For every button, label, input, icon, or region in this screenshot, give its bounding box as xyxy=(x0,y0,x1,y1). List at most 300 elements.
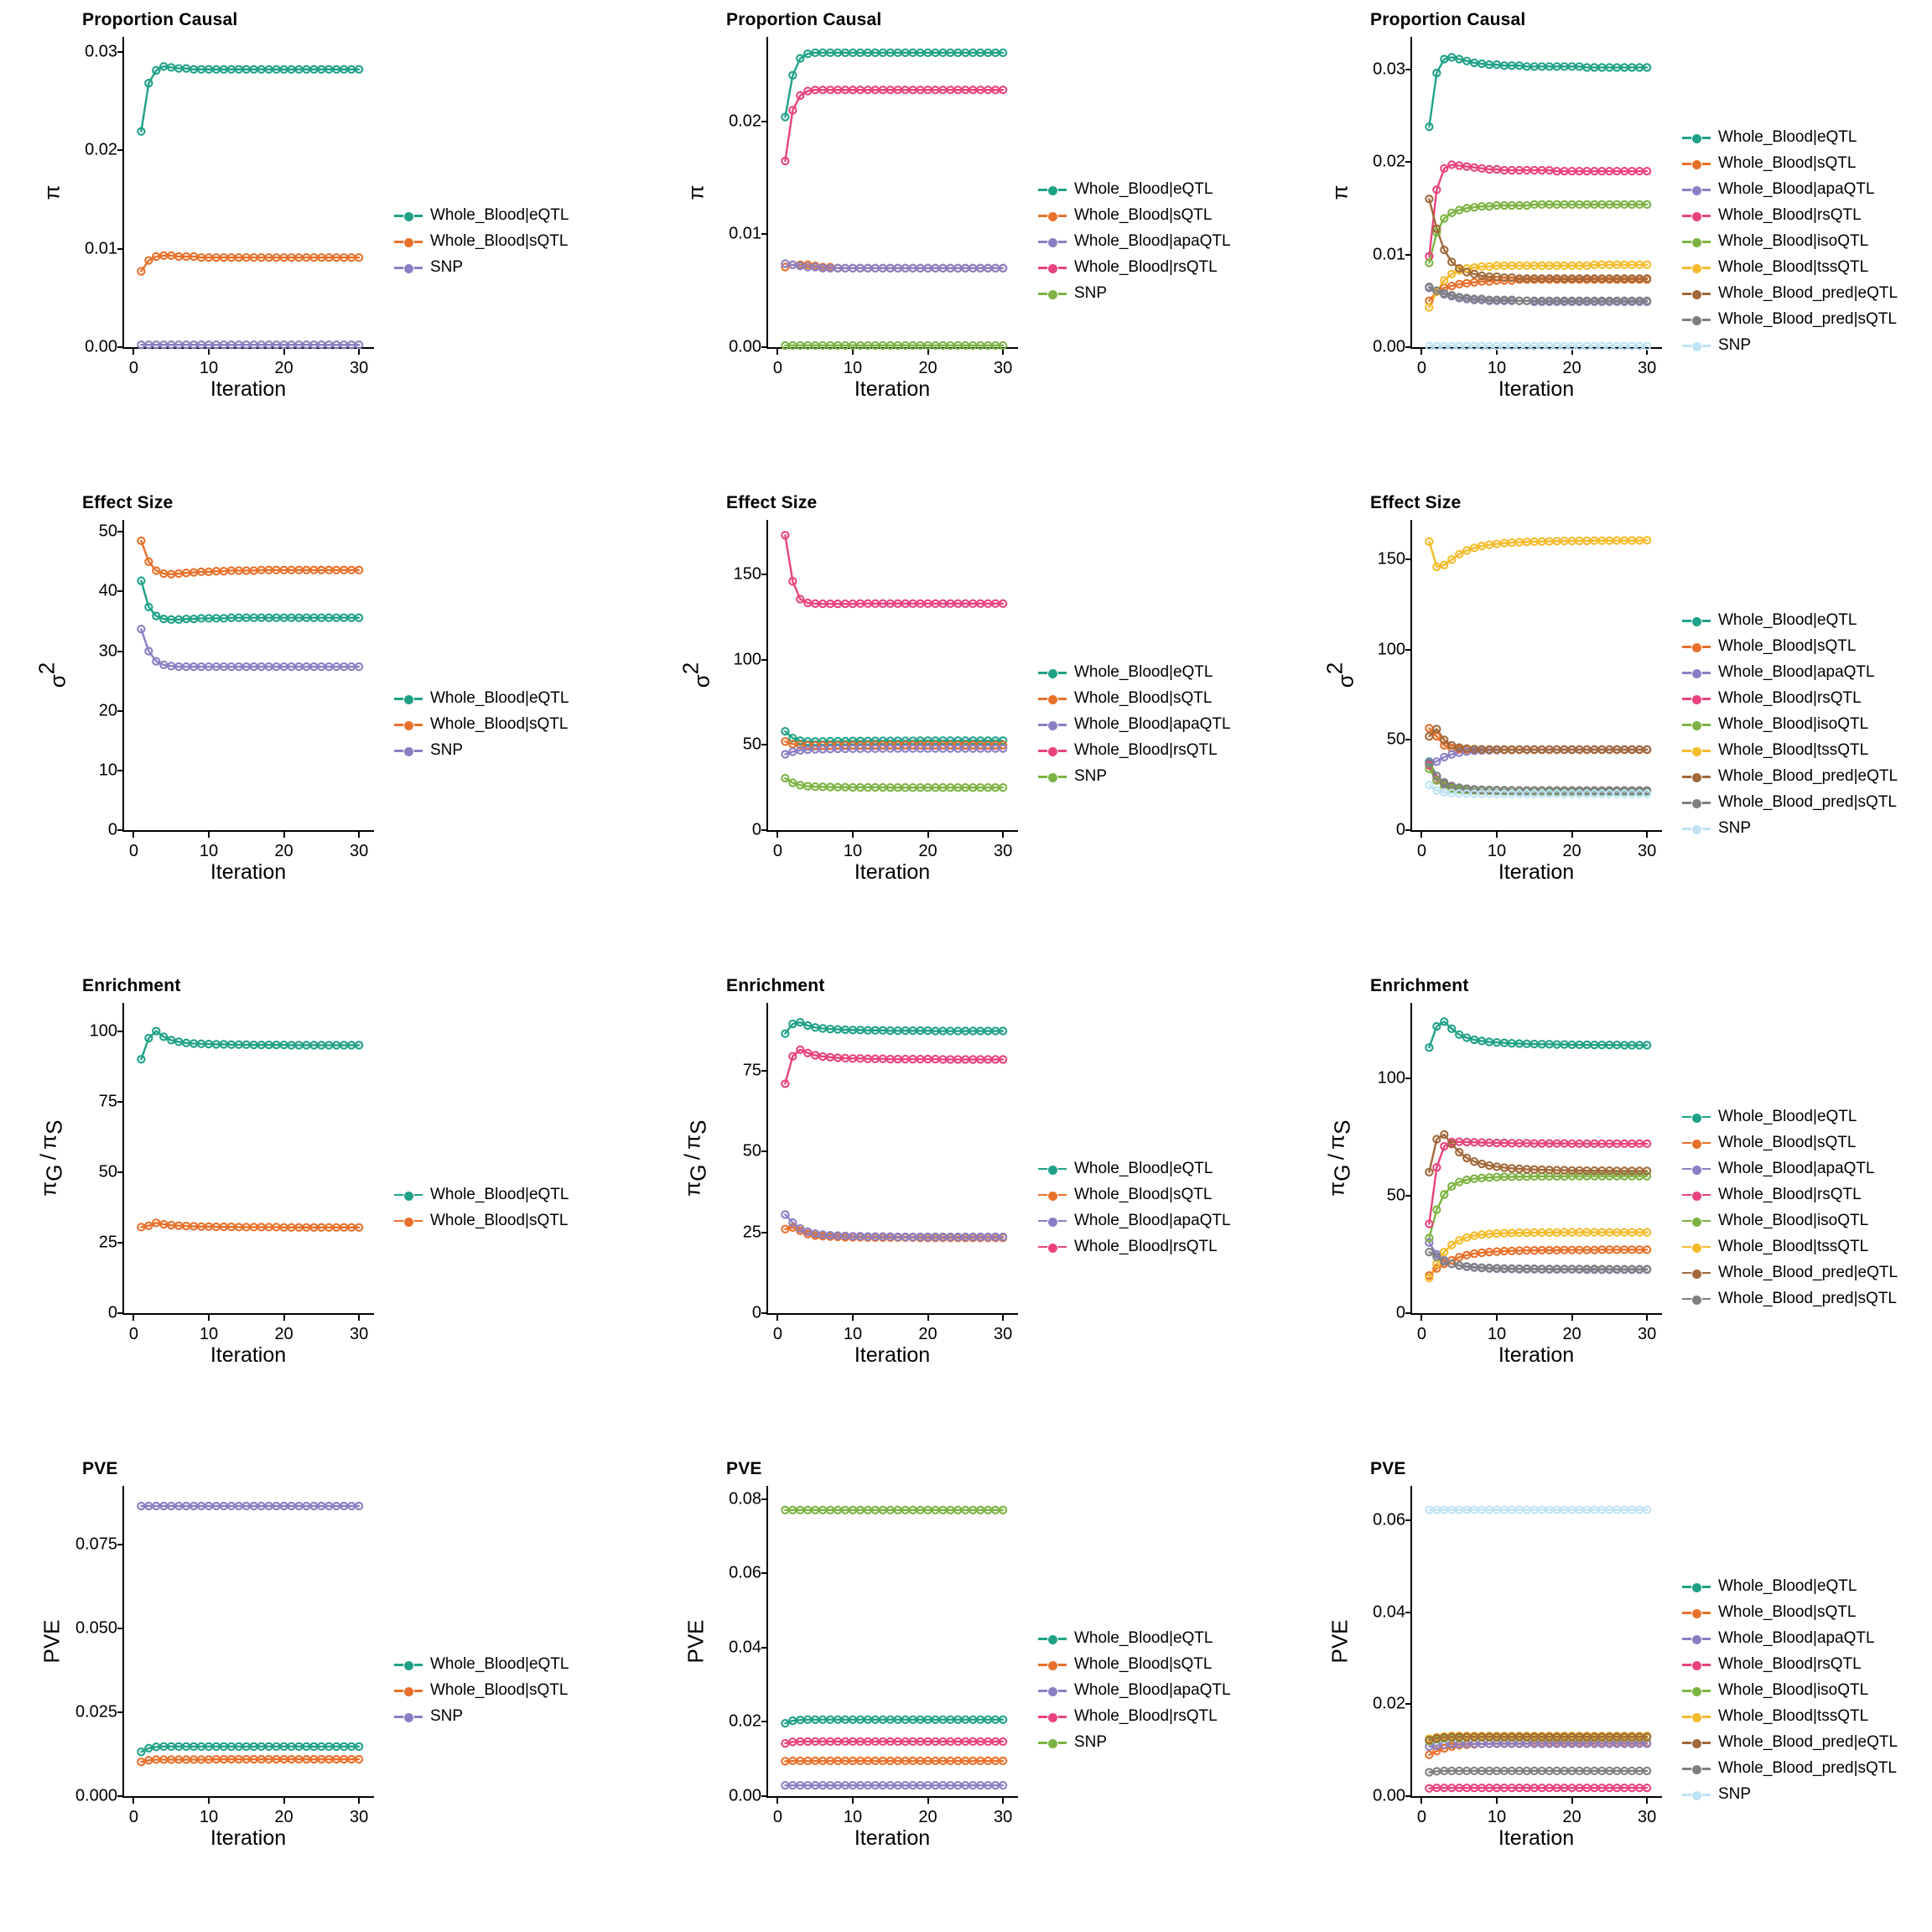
legend-label: Whole_Blood|sQTL xyxy=(1718,1603,1857,1621)
y-tick-label: 0.03 xyxy=(85,42,117,61)
y-tick-label: 0.03 xyxy=(1373,60,1405,79)
legend-symbol xyxy=(1682,640,1711,653)
legend-label: SNP xyxy=(1074,1733,1108,1751)
legend-symbol xyxy=(1682,1710,1711,1723)
legend-item[interactable] xyxy=(1682,715,1898,734)
y-axis-label: πG / πS xyxy=(1323,1119,1356,1197)
y-tick-label: 100 xyxy=(89,1021,117,1041)
x-tick-label: 0 xyxy=(128,1325,138,1343)
x-tick-label: 30 xyxy=(349,1325,369,1343)
legend-label: Whole_Blood|eQTL xyxy=(1074,1159,1213,1177)
legend-label: Whole_Blood_pred|sQTL xyxy=(1718,310,1897,328)
legend-label: Whole_Blood|sQTL xyxy=(430,715,569,733)
legend-item[interactable] xyxy=(394,715,569,734)
legend xyxy=(1679,611,1898,838)
legend-item[interactable] xyxy=(1682,1134,1898,1152)
legend-label: Whole_Blood|apaQTL xyxy=(1718,180,1875,198)
x-axis-label: Iteration xyxy=(854,377,931,401)
legend-symbol xyxy=(394,692,423,705)
legend-label: Whole_Blood|apaQTL xyxy=(1718,1159,1875,1177)
x-tick-label: 20 xyxy=(918,359,937,377)
legend-item[interactable] xyxy=(1682,128,1898,147)
legend-label: Whole_Blood|eQTL xyxy=(1074,180,1213,198)
plot-area xyxy=(674,491,1035,927)
legend-symbol xyxy=(1682,1136,1711,1150)
plot-lines xyxy=(674,1457,1035,1813)
legend-item[interactable] xyxy=(1038,1160,1231,1178)
plot-title: Enrichment xyxy=(726,976,825,995)
legend-item[interactable] xyxy=(1682,1577,1898,1596)
legend-label: Whole_Blood_pred|eQTL xyxy=(1718,284,1898,302)
legend-symbol xyxy=(1038,261,1067,274)
y-tick-label: 75 xyxy=(98,1092,117,1111)
legend-item[interactable] xyxy=(1682,741,1898,760)
chart-cell-r3c1 xyxy=(0,966,644,1449)
x-tick-label: 30 xyxy=(1637,1325,1657,1343)
legend-label: Whole_Blood|rsQTL xyxy=(1074,1237,1218,1255)
legend-symbol xyxy=(1038,209,1067,222)
legend-item[interactable] xyxy=(1682,1238,1898,1256)
plot-title: PVE xyxy=(82,1459,118,1478)
legend-symbol xyxy=(1682,1606,1711,1619)
y-tick-label: 50 xyxy=(1386,730,1405,749)
x-tick-label: 20 xyxy=(918,1325,937,1343)
legend-item[interactable] xyxy=(1682,154,1898,173)
y-tick-label: 0.025 xyxy=(75,1702,117,1722)
legend-label: Whole_Blood_pred|sQTL xyxy=(1718,793,1897,811)
x-tick-label: 20 xyxy=(274,1325,293,1343)
chart-cell-r1c2 xyxy=(644,0,1288,483)
legend-symbol xyxy=(1682,157,1711,170)
x-tick-label: 0 xyxy=(772,1325,782,1343)
chart-cell-r1c1 xyxy=(0,0,644,483)
plot-lines xyxy=(1318,8,1679,364)
legend-symbol xyxy=(1682,1788,1711,1801)
legend-label: Whole_Blood|isoQTL xyxy=(1718,715,1869,733)
plot-area xyxy=(30,974,391,1410)
x-tick-label: 0 xyxy=(1416,842,1426,860)
legend-item[interactable] xyxy=(1682,180,1898,199)
x-tick-label: 30 xyxy=(1637,842,1657,860)
x-tick-label: 10 xyxy=(1487,359,1507,377)
plot-area xyxy=(1318,1457,1679,1893)
legend-symbol xyxy=(1682,1292,1711,1306)
y-tick-label: 0.06 xyxy=(729,1563,761,1582)
legend-item[interactable] xyxy=(1682,663,1898,682)
y-axis-label: PVE xyxy=(1327,1618,1353,1664)
legend-symbol xyxy=(1682,1162,1711,1176)
legend-symbol xyxy=(1682,131,1711,144)
x-tick-label: 0 xyxy=(1416,359,1426,377)
x-tick-label: 10 xyxy=(843,359,863,377)
legend-label: Whole_Blood|sQTL xyxy=(430,1681,569,1699)
legend-label: SNP xyxy=(1074,284,1108,302)
legend-item[interactable] xyxy=(1682,1290,1898,1308)
legend-item[interactable] xyxy=(1682,819,1898,838)
x-tick-label: 20 xyxy=(1562,1808,1581,1826)
legend-item[interactable] xyxy=(1682,1186,1898,1204)
legend-symbol xyxy=(1682,718,1711,731)
legend-item[interactable] xyxy=(1682,1655,1898,1674)
legend-item[interactable] xyxy=(1038,1707,1231,1726)
legend-label: Whole_Blood_pred|sQTL xyxy=(1718,1289,1897,1307)
legend-label: Whole_Blood|tssQTL xyxy=(1718,1237,1869,1255)
y-tick-label: 40 xyxy=(98,581,117,600)
legend-item[interactable] xyxy=(1038,715,1231,734)
legend-symbol xyxy=(1682,692,1711,705)
legend-symbol xyxy=(1038,287,1067,300)
legend-symbol xyxy=(1682,209,1711,222)
y-tick-label: 100 xyxy=(733,650,761,669)
legend-item[interactable] xyxy=(1682,310,1898,329)
legend-item[interactable] xyxy=(394,258,569,277)
y-tick-label: 0.00 xyxy=(1373,1786,1405,1805)
legend-symbol xyxy=(394,1188,423,1202)
x-tick-label: 30 xyxy=(349,1808,369,1826)
legend-label: Whole_Blood|rsQTL xyxy=(1074,258,1218,276)
legend-symbol xyxy=(1038,770,1067,783)
x-axis-label: Iteration xyxy=(854,1826,931,1850)
legend-label: SNP xyxy=(430,258,464,276)
x-tick-label: 10 xyxy=(1487,842,1507,860)
chart-cell-r3c2 xyxy=(644,966,1288,1449)
legend-symbol xyxy=(394,1658,423,1671)
legend-symbol xyxy=(1682,1110,1711,1124)
plot-title: Effect Size xyxy=(82,493,174,512)
x-axis-label: Iteration xyxy=(854,860,931,884)
legend-symbol xyxy=(1682,287,1711,300)
legend-label: Whole_Blood|apaQTL xyxy=(1074,715,1231,733)
legend-item[interactable] xyxy=(1682,1733,1898,1752)
legend-label: Whole_Blood|sQTL xyxy=(1074,689,1213,707)
x-tick-label: 20 xyxy=(274,842,293,860)
legend-item[interactable] xyxy=(1682,611,1898,630)
plot-lines xyxy=(30,974,391,1330)
legend-symbol xyxy=(1682,614,1711,627)
legend-item[interactable] xyxy=(1682,793,1898,812)
legend-symbol xyxy=(1682,313,1711,326)
legend-label: Whole_Blood|tssQTL xyxy=(1718,258,1869,276)
legend-label: SNP xyxy=(1718,336,1752,354)
legend-item[interactable] xyxy=(1038,767,1231,786)
plot-lines xyxy=(30,491,391,847)
legend-item[interactable] xyxy=(1038,206,1231,225)
legend-label: Whole_Blood|isoQTL xyxy=(1718,232,1869,250)
legend-item[interactable] xyxy=(1682,1785,1898,1804)
legend-item[interactable] xyxy=(1038,1212,1231,1230)
legend-symbol xyxy=(1682,1632,1711,1645)
legend-label: Whole_Blood_pred|eQTL xyxy=(1718,1263,1898,1281)
legend-item[interactable] xyxy=(1682,1264,1898,1282)
plot-lines xyxy=(30,8,391,364)
legend-symbol xyxy=(1038,1188,1067,1202)
legend-symbol xyxy=(1038,744,1067,757)
y-tick-label: 0.050 xyxy=(75,1618,117,1638)
legend-label: Whole_Blood|apaQTL xyxy=(1074,1211,1231,1229)
x-tick-label: 0 xyxy=(772,1808,782,1826)
legend-symbol xyxy=(1038,1658,1067,1671)
y-axis-label: π xyxy=(39,184,65,200)
legend-item[interactable] xyxy=(394,1212,569,1230)
legend-label: Whole_Blood|rsQTL xyxy=(1074,1707,1218,1725)
legend-item[interactable] xyxy=(394,689,569,708)
x-axis-label: Iteration xyxy=(1498,1343,1575,1367)
legend-label: Whole_Blood|rsQTL xyxy=(1074,741,1218,759)
plot-lines xyxy=(674,491,1035,847)
legend xyxy=(391,1655,569,1726)
legend-symbol xyxy=(394,1214,423,1228)
x-tick-label: 20 xyxy=(274,1808,293,1826)
legend-label: Whole_Blood|eQTL xyxy=(1074,1629,1213,1647)
x-tick-label: 10 xyxy=(843,842,863,860)
legend-item[interactable] xyxy=(1038,1681,1231,1700)
legend-item[interactable] xyxy=(1682,689,1898,708)
legend-item[interactable] xyxy=(1038,258,1231,277)
legend-item[interactable] xyxy=(394,206,569,225)
y-tick-label: 0.02 xyxy=(1373,152,1405,171)
legend-label: SNP xyxy=(1074,767,1108,785)
legend-symbol xyxy=(1682,183,1711,196)
y-tick-label: 0 xyxy=(751,820,761,839)
legend-symbol xyxy=(1682,1214,1711,1228)
chart-cell-r4c1 xyxy=(0,1449,644,1932)
legend-symbol xyxy=(394,235,423,248)
x-tick-label: 0 xyxy=(1416,1325,1426,1343)
plot-area xyxy=(674,1457,1035,1893)
x-tick-label: 0 xyxy=(772,842,782,860)
y-tick-label: 0.075 xyxy=(75,1535,117,1554)
y-tick-label: 0.00 xyxy=(1373,337,1405,356)
legend-item[interactable] xyxy=(1682,767,1898,786)
plot-lines xyxy=(1318,491,1679,847)
legend-symbol xyxy=(394,209,423,222)
legend-symbol xyxy=(1038,1632,1067,1645)
legend-label: Whole_Blood|sQTL xyxy=(1074,1185,1213,1203)
y-tick-label: 150 xyxy=(733,564,761,584)
x-axis-label: Iteration xyxy=(210,1826,287,1850)
y-tick-label: 50 xyxy=(742,735,761,754)
legend-label: Whole_Blood|sQTL xyxy=(1718,154,1857,172)
legend-symbol xyxy=(1038,718,1067,731)
x-axis-label: Iteration xyxy=(210,1343,287,1367)
y-tick-label: 150 xyxy=(1377,549,1405,569)
legend-item[interactable] xyxy=(394,1707,569,1726)
legend-label: Whole_Blood|apaQTL xyxy=(1718,1629,1875,1647)
legend-item[interactable] xyxy=(1682,1160,1898,1178)
chart-cell-r2c3 xyxy=(1288,483,1932,966)
y-axis-label: PVE xyxy=(39,1618,65,1664)
legend-symbol xyxy=(394,718,423,731)
legend-item[interactable] xyxy=(1682,1759,1898,1778)
legend-symbol xyxy=(1038,1684,1067,1697)
legend-label: Whole_Blood|eQTL xyxy=(1718,1577,1857,1595)
x-tick-label: 30 xyxy=(993,1325,1013,1343)
x-tick-label: 10 xyxy=(1487,1325,1507,1343)
plot-lines xyxy=(30,1457,391,1813)
legend-symbol xyxy=(1038,1240,1067,1254)
y-tick-label: 0 xyxy=(1395,1303,1405,1322)
y-axis-label: π xyxy=(683,184,709,200)
plot-area xyxy=(674,8,1035,444)
y-tick-label: 0.04 xyxy=(1373,1602,1405,1622)
legend-item[interactable] xyxy=(1682,232,1898,251)
x-tick-label: 30 xyxy=(1637,359,1657,377)
y-tick-label: 0.02 xyxy=(1373,1694,1405,1713)
chart-cell-r2c2 xyxy=(644,483,1288,966)
legend-label: Whole_Blood|rsQTL xyxy=(1718,1655,1862,1673)
legend-symbol xyxy=(1682,339,1711,352)
legend-label: SNP xyxy=(1718,819,1752,837)
legend-item[interactable] xyxy=(1038,663,1231,682)
legend-item[interactable] xyxy=(1682,258,1898,277)
legend-label: Whole_Blood|sQTL xyxy=(1718,637,1857,655)
x-axis-label: Iteration xyxy=(1498,1826,1575,1850)
legend-item[interactable] xyxy=(1682,1681,1898,1700)
legend-label: Whole_Blood|eQTL xyxy=(430,1655,569,1673)
chart-cell-r2c1 xyxy=(0,483,644,966)
legend-item[interactable] xyxy=(1682,206,1898,225)
legend-item[interactable] xyxy=(1682,637,1898,656)
legend-label: Whole_Blood|eQTL xyxy=(1718,128,1857,146)
y-tick-label: 0 xyxy=(751,1303,761,1322)
legend-item[interactable] xyxy=(1038,284,1231,303)
y-tick-label: 0.02 xyxy=(729,1711,761,1731)
legend-item[interactable] xyxy=(1038,180,1231,199)
legend-item[interactable] xyxy=(1682,1707,1898,1726)
legend xyxy=(1679,128,1898,355)
legend-symbol xyxy=(1038,1214,1067,1228)
y-tick-label: 0.06 xyxy=(1373,1510,1405,1530)
legend-item[interactable] xyxy=(1038,1733,1231,1752)
plot-title: PVE xyxy=(726,1459,762,1478)
plot-area xyxy=(30,491,391,927)
y-tick-label: 25 xyxy=(742,1223,761,1242)
legend-item[interactable] xyxy=(394,232,569,251)
y-tick-label: 50 xyxy=(98,522,117,541)
legend-label: Whole_Blood|sQTL xyxy=(1074,206,1213,224)
x-axis-label: Iteration xyxy=(1498,860,1575,884)
legend-item[interactable] xyxy=(394,1681,569,1700)
x-tick-label: 30 xyxy=(993,1808,1013,1826)
x-axis-label: Iteration xyxy=(1498,377,1575,401)
x-axis-label: Iteration xyxy=(210,377,287,401)
y-axis-label: π xyxy=(1327,184,1353,200)
plot-lines xyxy=(1318,974,1679,1330)
legend-label: Whole_Blood|sQTL xyxy=(430,232,569,250)
y-tick-label: 0.02 xyxy=(729,112,761,131)
legend-item[interactable] xyxy=(1038,1238,1231,1256)
y-axis-label: σ2 xyxy=(677,662,714,688)
x-tick-label: 0 xyxy=(1416,1808,1426,1826)
legend-label: Whole_Blood|apaQTL xyxy=(1718,663,1875,681)
legend-symbol xyxy=(1682,1266,1711,1280)
legend-symbol xyxy=(1038,1736,1067,1749)
legend-item[interactable] xyxy=(394,1655,569,1674)
legend xyxy=(391,689,569,760)
legend-label: Whole_Blood|isoQTL xyxy=(1718,1211,1869,1229)
plot-lines xyxy=(1318,1457,1679,1813)
legend-label: Whole_Blood|eQTL xyxy=(430,206,569,224)
plot-title: Effect Size xyxy=(1370,493,1462,512)
legend-item[interactable] xyxy=(1682,1629,1898,1648)
legend-item[interactable] xyxy=(1038,1186,1231,1204)
legend-label: Whole_Blood_pred|eQTL xyxy=(1718,767,1898,785)
plot-title: Proportion Causal xyxy=(1370,10,1526,29)
legend xyxy=(391,1186,569,1230)
legend-item[interactable] xyxy=(1682,336,1898,355)
y-axis-label: πG / πS xyxy=(679,1119,712,1197)
legend-label: Whole_Blood|apaQTL xyxy=(1074,232,1231,250)
y-axis-label: PVE xyxy=(683,1618,709,1664)
y-tick-label: 0.00 xyxy=(729,337,761,356)
plot-area xyxy=(30,8,391,444)
y-tick-label: 0.02 xyxy=(85,140,117,159)
plot-area xyxy=(1318,8,1679,444)
y-tick-label: 0.000 xyxy=(75,1786,117,1805)
legend-label: Whole_Blood|rsQTL xyxy=(1718,206,1862,224)
y-tick-label: 10 xyxy=(98,761,117,780)
x-tick-label: 20 xyxy=(918,1808,937,1826)
legend-symbol xyxy=(394,1684,423,1697)
legend-item[interactable] xyxy=(1038,689,1231,708)
legend-label: SNP xyxy=(430,741,464,759)
legend-label: Whole_Blood|sQTL xyxy=(1718,1133,1857,1151)
plot-area xyxy=(1318,491,1679,927)
legend xyxy=(1035,180,1231,303)
legend-item[interactable] xyxy=(1038,741,1231,760)
y-tick-label: 25 xyxy=(98,1233,117,1252)
legend xyxy=(1679,1577,1898,1804)
legend-item[interactable] xyxy=(1038,1655,1231,1674)
legend xyxy=(1679,1108,1898,1308)
legend-label: SNP xyxy=(1718,1785,1752,1803)
legend-symbol xyxy=(1682,1762,1711,1775)
legend-symbol xyxy=(1038,183,1067,196)
x-tick-label: 10 xyxy=(843,1325,863,1343)
legend-symbol xyxy=(1038,1162,1067,1176)
x-tick-label: 20 xyxy=(1562,359,1581,377)
y-tick-label: 0.00 xyxy=(729,1786,761,1805)
legend-label: Whole_Blood|tssQTL xyxy=(1718,741,1869,759)
legend-item[interactable] xyxy=(394,1186,569,1204)
legend-item[interactable] xyxy=(1682,1108,1898,1126)
legend-symbol xyxy=(1682,822,1711,835)
legend-item[interactable] xyxy=(1038,232,1231,251)
legend-item[interactable] xyxy=(1682,1603,1898,1622)
legend-label: Whole_Blood|eQTL xyxy=(1074,663,1213,681)
legend-item[interactable] xyxy=(1038,1629,1231,1648)
x-tick-label: 10 xyxy=(199,1808,219,1826)
legend-symbol xyxy=(1038,666,1067,679)
legend-symbol xyxy=(1682,235,1711,248)
legend-symbol xyxy=(394,261,423,274)
legend-symbol xyxy=(1682,1658,1711,1671)
legend-label: Whole_Blood|apaQTL xyxy=(1074,1681,1231,1699)
legend-label: Whole_Blood|eQTL xyxy=(430,1185,569,1203)
plot-area xyxy=(30,1457,391,1893)
x-tick-label: 0 xyxy=(128,359,138,377)
legend-item[interactable] xyxy=(1682,1212,1898,1230)
y-tick-label: 100 xyxy=(1377,1068,1405,1088)
plot-title: PVE xyxy=(1370,1459,1406,1478)
legend-symbol xyxy=(394,744,423,757)
legend-item[interactable] xyxy=(394,741,569,760)
plot-area xyxy=(1318,974,1679,1410)
y-tick-label: 0.01 xyxy=(729,224,761,243)
legend-label: Whole_Blood|isoQTL xyxy=(1718,1681,1869,1699)
legend-item[interactable] xyxy=(1682,284,1898,303)
chart-cell-r1c3 xyxy=(1288,0,1932,483)
